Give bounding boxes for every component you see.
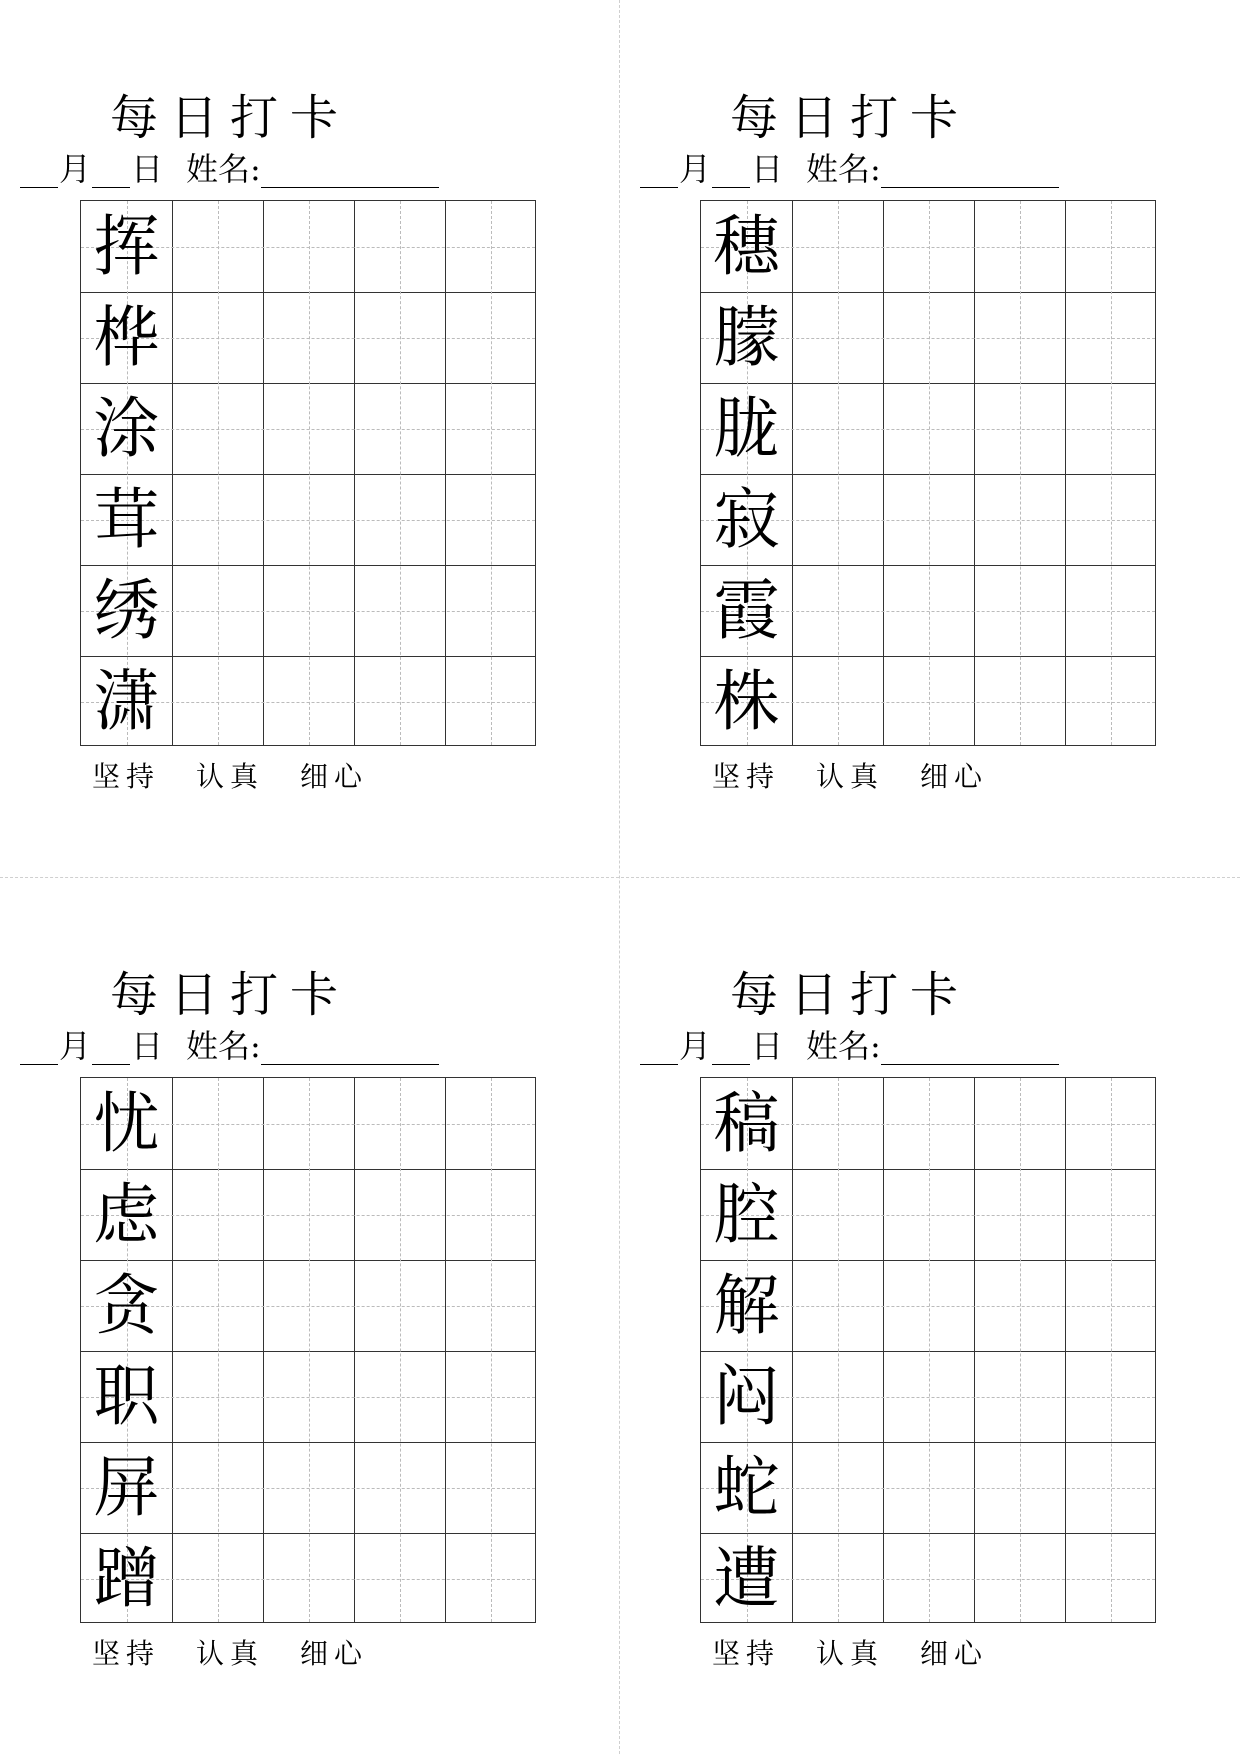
grid-line — [883, 1078, 884, 1622]
model-character: 挥 — [93, 207, 160, 285]
guide-line — [218, 1078, 219, 1622]
model-character: 职 — [93, 1357, 160, 1435]
model-character: 霞 — [713, 571, 780, 649]
model-character: 稿 — [713, 1084, 780, 1162]
motto-word: 细心 — [920, 760, 989, 793]
model-character: 解 — [713, 1266, 780, 1344]
practice-card — [620, 0, 1080, 793]
guide-line — [218, 201, 219, 745]
name-blank[interactable] — [261, 157, 439, 188]
date-name-line — [20, 150, 460, 188]
month-blank[interactable] — [640, 1034, 678, 1065]
motto-word: 坚持 — [711, 1637, 780, 1670]
day-label: 日 — [751, 150, 784, 188]
model-character: 腔 — [713, 1175, 780, 1253]
motto-word: 认真 — [815, 760, 884, 793]
guide-line — [309, 201, 310, 745]
grid-line — [1065, 1078, 1066, 1622]
guide-line — [1020, 201, 1021, 745]
month-blank[interactable] — [20, 1034, 58, 1065]
month-label: 月 — [59, 1027, 92, 1065]
grid-line — [792, 201, 793, 745]
model-character: 蹭 — [93, 1539, 160, 1617]
day-blank[interactable] — [712, 157, 750, 188]
card-title: 每日打卡 — [729, 967, 970, 1023]
guide-line — [838, 201, 839, 745]
grid-line — [354, 1078, 355, 1622]
grid-line — [172, 1078, 173, 1622]
guide-line — [1020, 1078, 1021, 1622]
motto — [620, 760, 1080, 794]
model-character: 寂 — [713, 480, 780, 558]
day-blank[interactable] — [92, 157, 130, 188]
name-label: 姓名: — [806, 150, 881, 188]
name-blank[interactable] — [881, 1034, 1059, 1065]
practice-card — [620, 877, 1080, 1670]
motto-word: 认真 — [195, 1637, 264, 1670]
grid-line — [263, 201, 264, 745]
guide-line — [400, 1078, 401, 1622]
model-character: 胧 — [713, 389, 780, 467]
name-blank[interactable] — [261, 1034, 439, 1065]
motto — [0, 1637, 460, 1671]
motto-word: 细心 — [300, 760, 369, 793]
motto — [0, 760, 460, 794]
month-label: 月 — [679, 150, 712, 188]
grid-line — [792, 1078, 793, 1622]
day-blank[interactable] — [712, 1034, 750, 1065]
month-label: 月 — [59, 150, 92, 188]
day-label: 日 — [751, 1027, 784, 1065]
grid-line — [974, 201, 975, 745]
model-character: 虑 — [93, 1175, 160, 1253]
model-character: 绣 — [93, 571, 160, 649]
day-label: 日 — [131, 150, 164, 188]
motto-word: 细心 — [920, 1637, 989, 1670]
model-character: 闷 — [713, 1357, 780, 1435]
date-name-line — [20, 1027, 460, 1065]
guide-line — [400, 201, 401, 745]
model-character: 屏 — [93, 1448, 160, 1526]
guide-line — [1111, 201, 1112, 745]
guide-line — [838, 1078, 839, 1622]
model-character: 贪 — [93, 1266, 160, 1344]
name-label: 姓名: — [806, 1027, 881, 1065]
guide-line — [309, 1078, 310, 1622]
card-title: 每日打卡 — [109, 967, 350, 1023]
month-blank[interactable] — [20, 157, 58, 188]
model-character: 朦 — [713, 298, 780, 376]
name-label: 姓名: — [186, 150, 261, 188]
writing-grid — [80, 1077, 536, 1623]
motto-word: 坚持 — [91, 1637, 160, 1670]
grid-line — [445, 1078, 446, 1622]
month-label: 月 — [679, 1027, 712, 1065]
day-blank[interactable] — [92, 1034, 130, 1065]
model-character: 忧 — [93, 1084, 160, 1162]
writing-grid — [80, 200, 536, 746]
guide-line — [1111, 1078, 1112, 1622]
month-blank[interactable] — [640, 157, 678, 188]
motto-word: 细心 — [300, 1637, 369, 1670]
grid-line — [445, 201, 446, 745]
grid-line — [172, 201, 173, 745]
grid-line — [354, 201, 355, 745]
name-label: 姓名: — [186, 1027, 261, 1065]
motto-word: 认真 — [815, 1637, 884, 1670]
guide-line — [929, 201, 930, 745]
guide-line — [491, 201, 492, 745]
name-blank[interactable] — [881, 157, 1059, 188]
date-name-line — [640, 1027, 1080, 1065]
grid-line — [883, 201, 884, 745]
guide-line — [491, 1078, 492, 1622]
model-character: 遭 — [713, 1539, 780, 1617]
guide-line — [929, 1078, 930, 1622]
grid-line — [263, 1078, 264, 1622]
model-character: 潇 — [93, 662, 160, 740]
card-title: 每日打卡 — [729, 90, 970, 146]
model-character: 涂 — [93, 389, 160, 467]
motto-word: 坚持 — [91, 760, 160, 793]
model-character: 株 — [713, 662, 780, 740]
practice-card — [0, 877, 460, 1670]
grid-line — [1065, 201, 1066, 745]
date-name-line — [640, 150, 1080, 188]
writing-grid — [700, 200, 1156, 746]
model-character: 茸 — [93, 480, 160, 558]
motto-word: 认真 — [195, 760, 264, 793]
writing-grid — [700, 1077, 1156, 1623]
day-label: 日 — [131, 1027, 164, 1065]
grid-line — [974, 1078, 975, 1622]
motto-word: 坚持 — [711, 760, 780, 793]
card-title: 每日打卡 — [109, 90, 350, 146]
model-character: 穗 — [713, 207, 780, 285]
model-character: 桦 — [93, 298, 160, 376]
motto — [620, 1637, 1080, 1671]
model-character: 蛇 — [713, 1448, 780, 1526]
practice-card — [0, 0, 460, 793]
